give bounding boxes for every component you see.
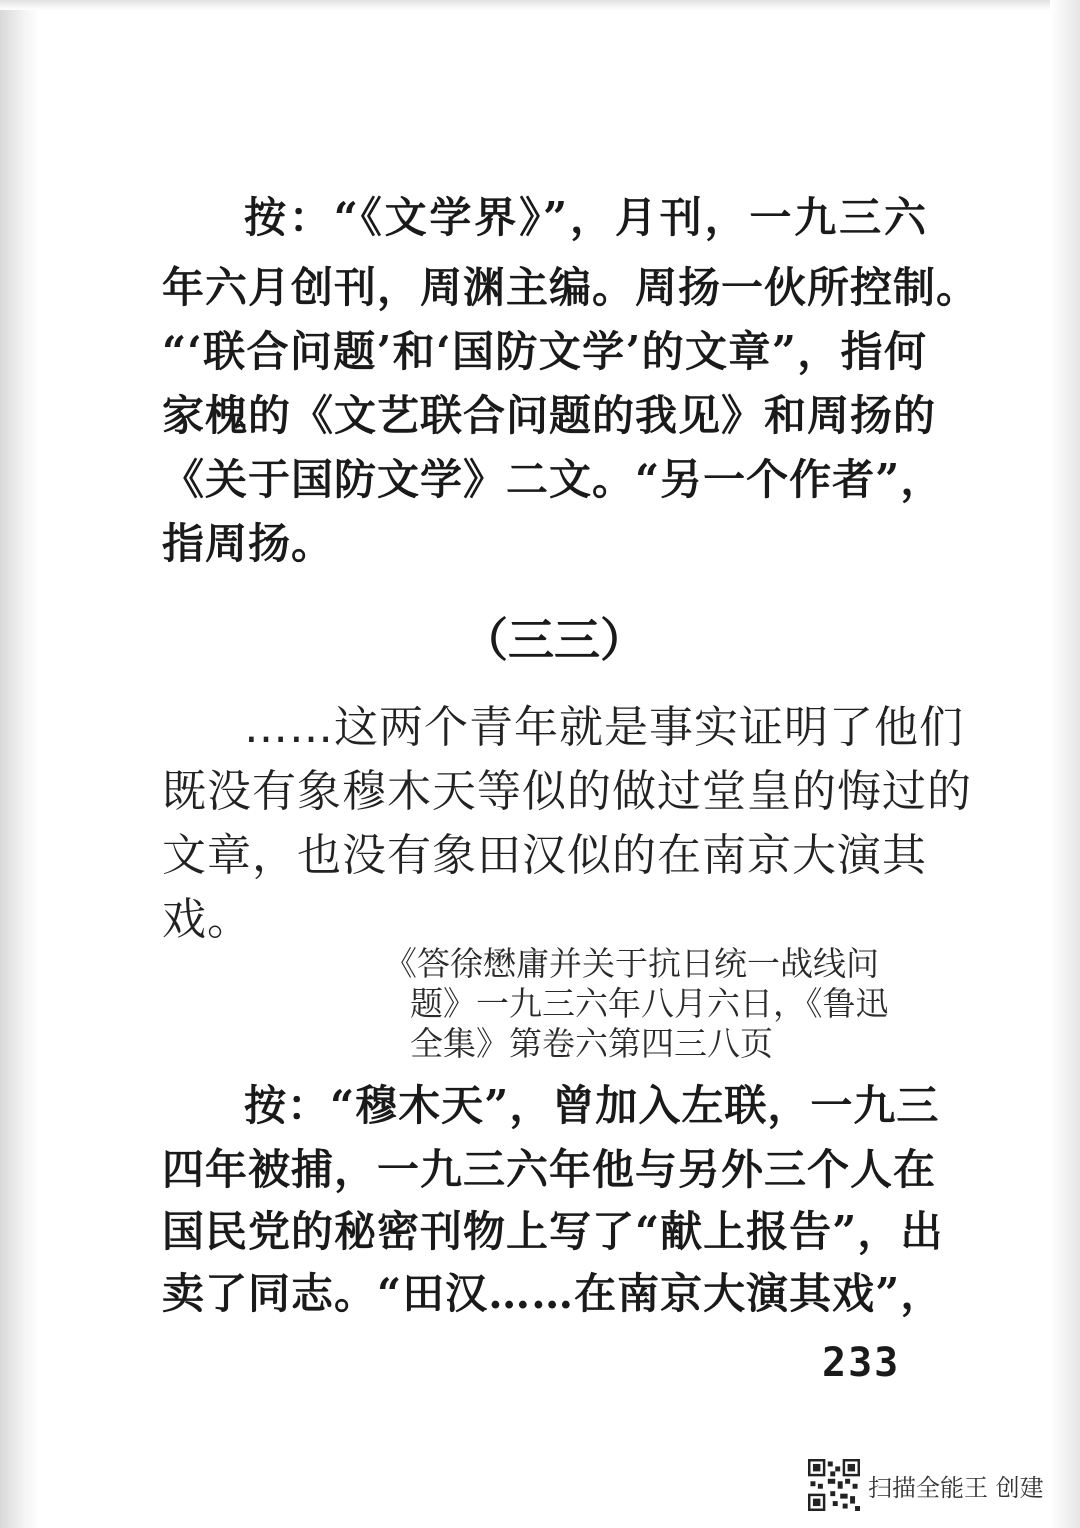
page-number: 233 <box>822 1340 901 1386</box>
note2-line-3: 国民党的秘密刊物上写了“献上报告”，出 <box>162 1207 944 1256</box>
note1-line-3: “‘联合问题’和‘国防文学’的文章”，指何 <box>162 327 927 376</box>
citation-line-1: 《答徐懋庸并关于抗日统一战线问 <box>384 944 879 983</box>
note1-line-5: 《关于国防文学》二文。“另一个作者”， <box>162 455 944 504</box>
page-edge-shadow-left <box>0 0 40 1528</box>
note1-line-6: 指周扬。 <box>162 519 335 568</box>
citation-line-2: 题》一九三六年八月六日，《鲁迅 <box>410 984 889 1023</box>
note1-line-2: 年六月创刊，周渊主编。周扬一伙所控制。 <box>162 263 980 312</box>
note1-line-4: 家槐的《文艺联合问题的我见》和周扬的 <box>162 391 937 440</box>
scanner-watermark <box>808 1458 1044 1512</box>
qr-code-icon <box>808 1459 860 1511</box>
section-heading: （三三） <box>462 613 646 667</box>
page-edge-shadow-top <box>0 0 1080 10</box>
watermark-text: 扫描全能王 创建 <box>868 1473 1044 1502</box>
note2-line-4: 卖了同志。“田汉……在南京大演其戏”， <box>162 1269 944 1318</box>
quote-line-3: 文章，也没有象田汉似的在南京大演其 <box>162 830 927 881</box>
note2-line-2: 四年被捕，一九三六年他与另外三个人在 <box>162 1145 937 1194</box>
quote-line-4: 戏。 <box>162 894 252 945</box>
page-edge-shadow-right <box>1050 0 1080 1528</box>
quote-line-1: ……这两个青年就是事实证明了他们 <box>244 702 964 753</box>
quote-line-2: 既没有象穆木天等似的做过堂皇的悔过的 <box>162 766 972 817</box>
citation-line-3: 全集》第卷六第四三八页 <box>410 1024 773 1063</box>
note2-line-1: 按：“穆木天”，曾加入左联，一九三 <box>244 1081 940 1130</box>
note1-line-1: 按：“《文学界》”，月刊，一九三六 <box>244 193 927 242</box>
